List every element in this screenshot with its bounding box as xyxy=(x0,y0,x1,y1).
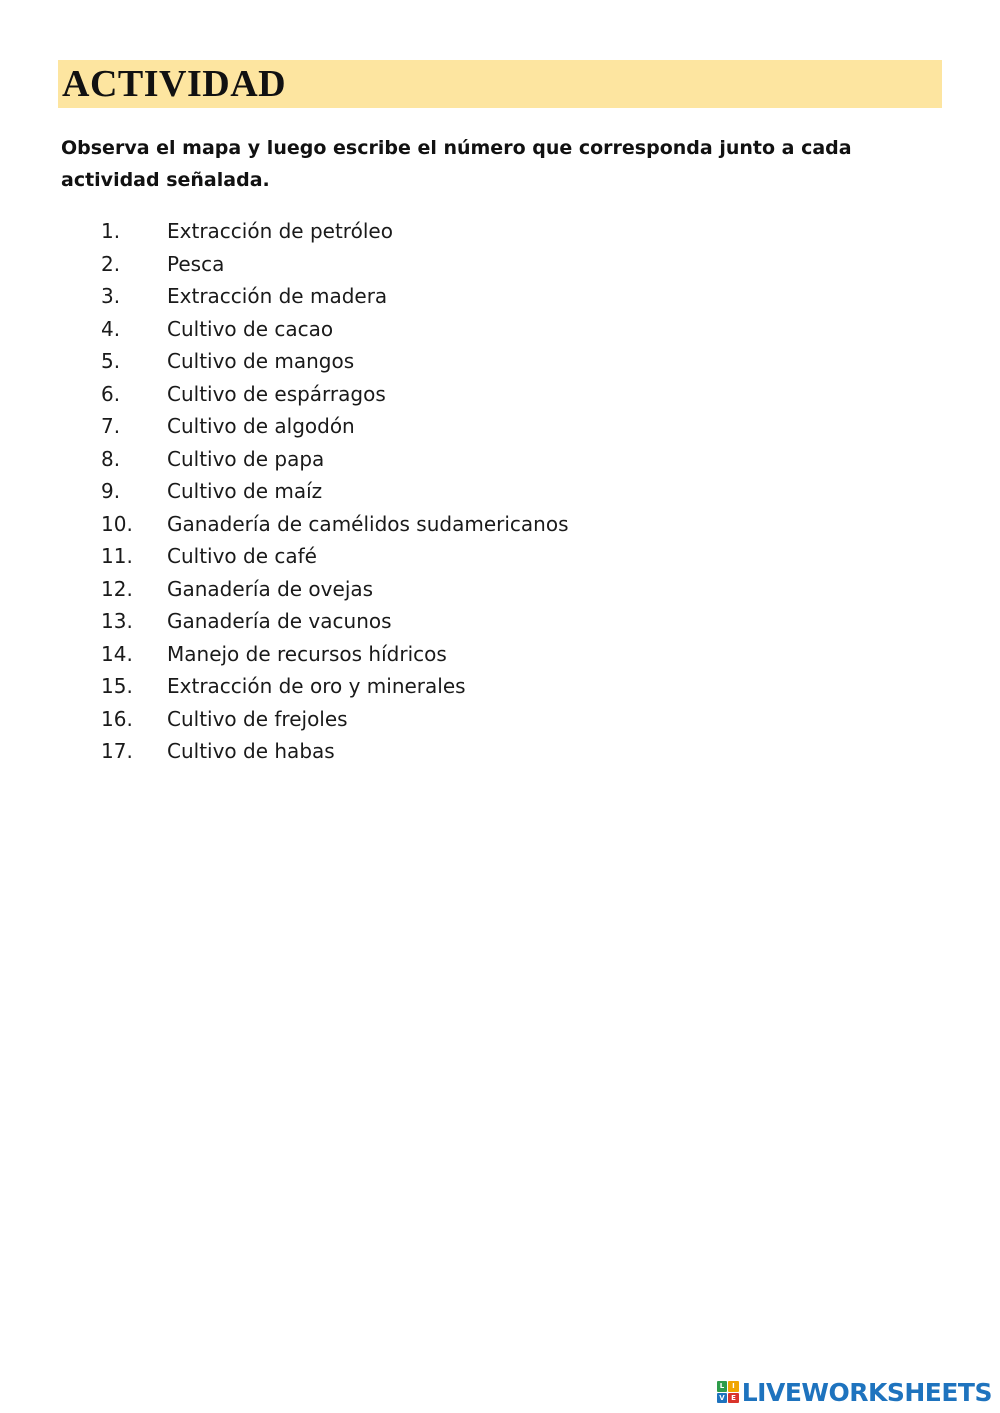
activity-label: Cultivo de café xyxy=(167,544,317,568)
activity-label: Cultivo de algodón xyxy=(167,414,355,438)
activity-label: Extracción de oro y minerales xyxy=(167,674,466,698)
logo-tile-i: I xyxy=(728,1381,739,1392)
activity-item-17 xyxy=(101,735,569,768)
activity-item-13 xyxy=(101,605,569,638)
activity-item-1 xyxy=(101,215,569,248)
activity-number: 12. xyxy=(101,576,133,601)
activity-label: Cultivo de habas xyxy=(167,739,335,763)
activity-item-2 xyxy=(101,248,569,281)
activity-number: 2. xyxy=(101,251,121,276)
activity-label: Ganadería de camélidos sudamericanos xyxy=(167,511,569,536)
activity-item-4 xyxy=(101,313,569,346)
activity-item-9 xyxy=(101,475,569,508)
activity-number: 17. xyxy=(101,739,133,763)
activity-label: Cultivo de mangos xyxy=(167,349,355,373)
activity-label: Ganadería de vacunos xyxy=(167,609,392,633)
activity-item-12 xyxy=(101,573,569,606)
activity-number: 15. xyxy=(101,674,133,698)
activity-label: Cultivo de maíz xyxy=(167,479,323,503)
activity-label: Ganadería de ovejas xyxy=(167,576,374,601)
activity-item-11 xyxy=(101,540,569,573)
activity-number: 10. xyxy=(101,511,133,536)
activity-number: 4. xyxy=(101,316,121,341)
activity-number: 13. xyxy=(101,609,133,633)
activity-number: 11. xyxy=(101,544,133,568)
activity-item-3 xyxy=(101,280,569,313)
activity-number: 6. xyxy=(101,381,121,406)
logo-tile-l: L xyxy=(717,1381,728,1392)
activity-label: Manejo de recursos hídricos xyxy=(167,641,447,666)
activity-number: 5. xyxy=(101,349,121,373)
activity-number: 9. xyxy=(101,479,121,503)
activity-number: 8. xyxy=(101,446,121,471)
liveworksheets-logo-icon xyxy=(717,1381,739,1403)
page-title: ACTIVIDAD xyxy=(62,63,287,105)
activity-item-15 xyxy=(101,670,569,703)
activity-label: Pesca xyxy=(167,251,225,276)
activity-item-5 xyxy=(101,345,569,378)
activity-number: 7. xyxy=(101,414,121,438)
activity-item-7 xyxy=(101,410,569,443)
activity-number: 16. xyxy=(101,706,133,731)
activity-item-8 xyxy=(101,443,569,476)
logo-tile-v: V xyxy=(717,1393,728,1404)
activity-number: 3. xyxy=(101,284,121,308)
activity-item-14 xyxy=(101,638,569,671)
activity-label: Cultivo de espárragos xyxy=(167,381,386,406)
activity-item-10 xyxy=(101,508,569,541)
activity-label: Extracción de madera xyxy=(167,284,388,308)
activity-item-16 xyxy=(101,703,569,736)
activity-item-6 xyxy=(101,378,569,411)
activity-label: Cultivo de cacao xyxy=(167,316,334,341)
activity-label: Cultivo de papa xyxy=(167,446,325,471)
instructions-text: Observa el mapa y luego escribe el número que corresponda junto a cada actividad señalada. xyxy=(61,137,852,191)
title-bar xyxy=(58,60,942,108)
brand-name: LIVEWORKSHEETS xyxy=(741,1377,992,1407)
activity-list xyxy=(101,215,569,768)
liveworksheets-brand xyxy=(717,1377,992,1407)
activity-number: 14. xyxy=(101,641,133,666)
activity-label: Cultivo de frejoles xyxy=(167,706,348,731)
logo-tile-e: E xyxy=(728,1393,739,1404)
activity-number: 1. xyxy=(101,219,121,243)
activity-label: Extracción de petróleo xyxy=(167,219,393,243)
